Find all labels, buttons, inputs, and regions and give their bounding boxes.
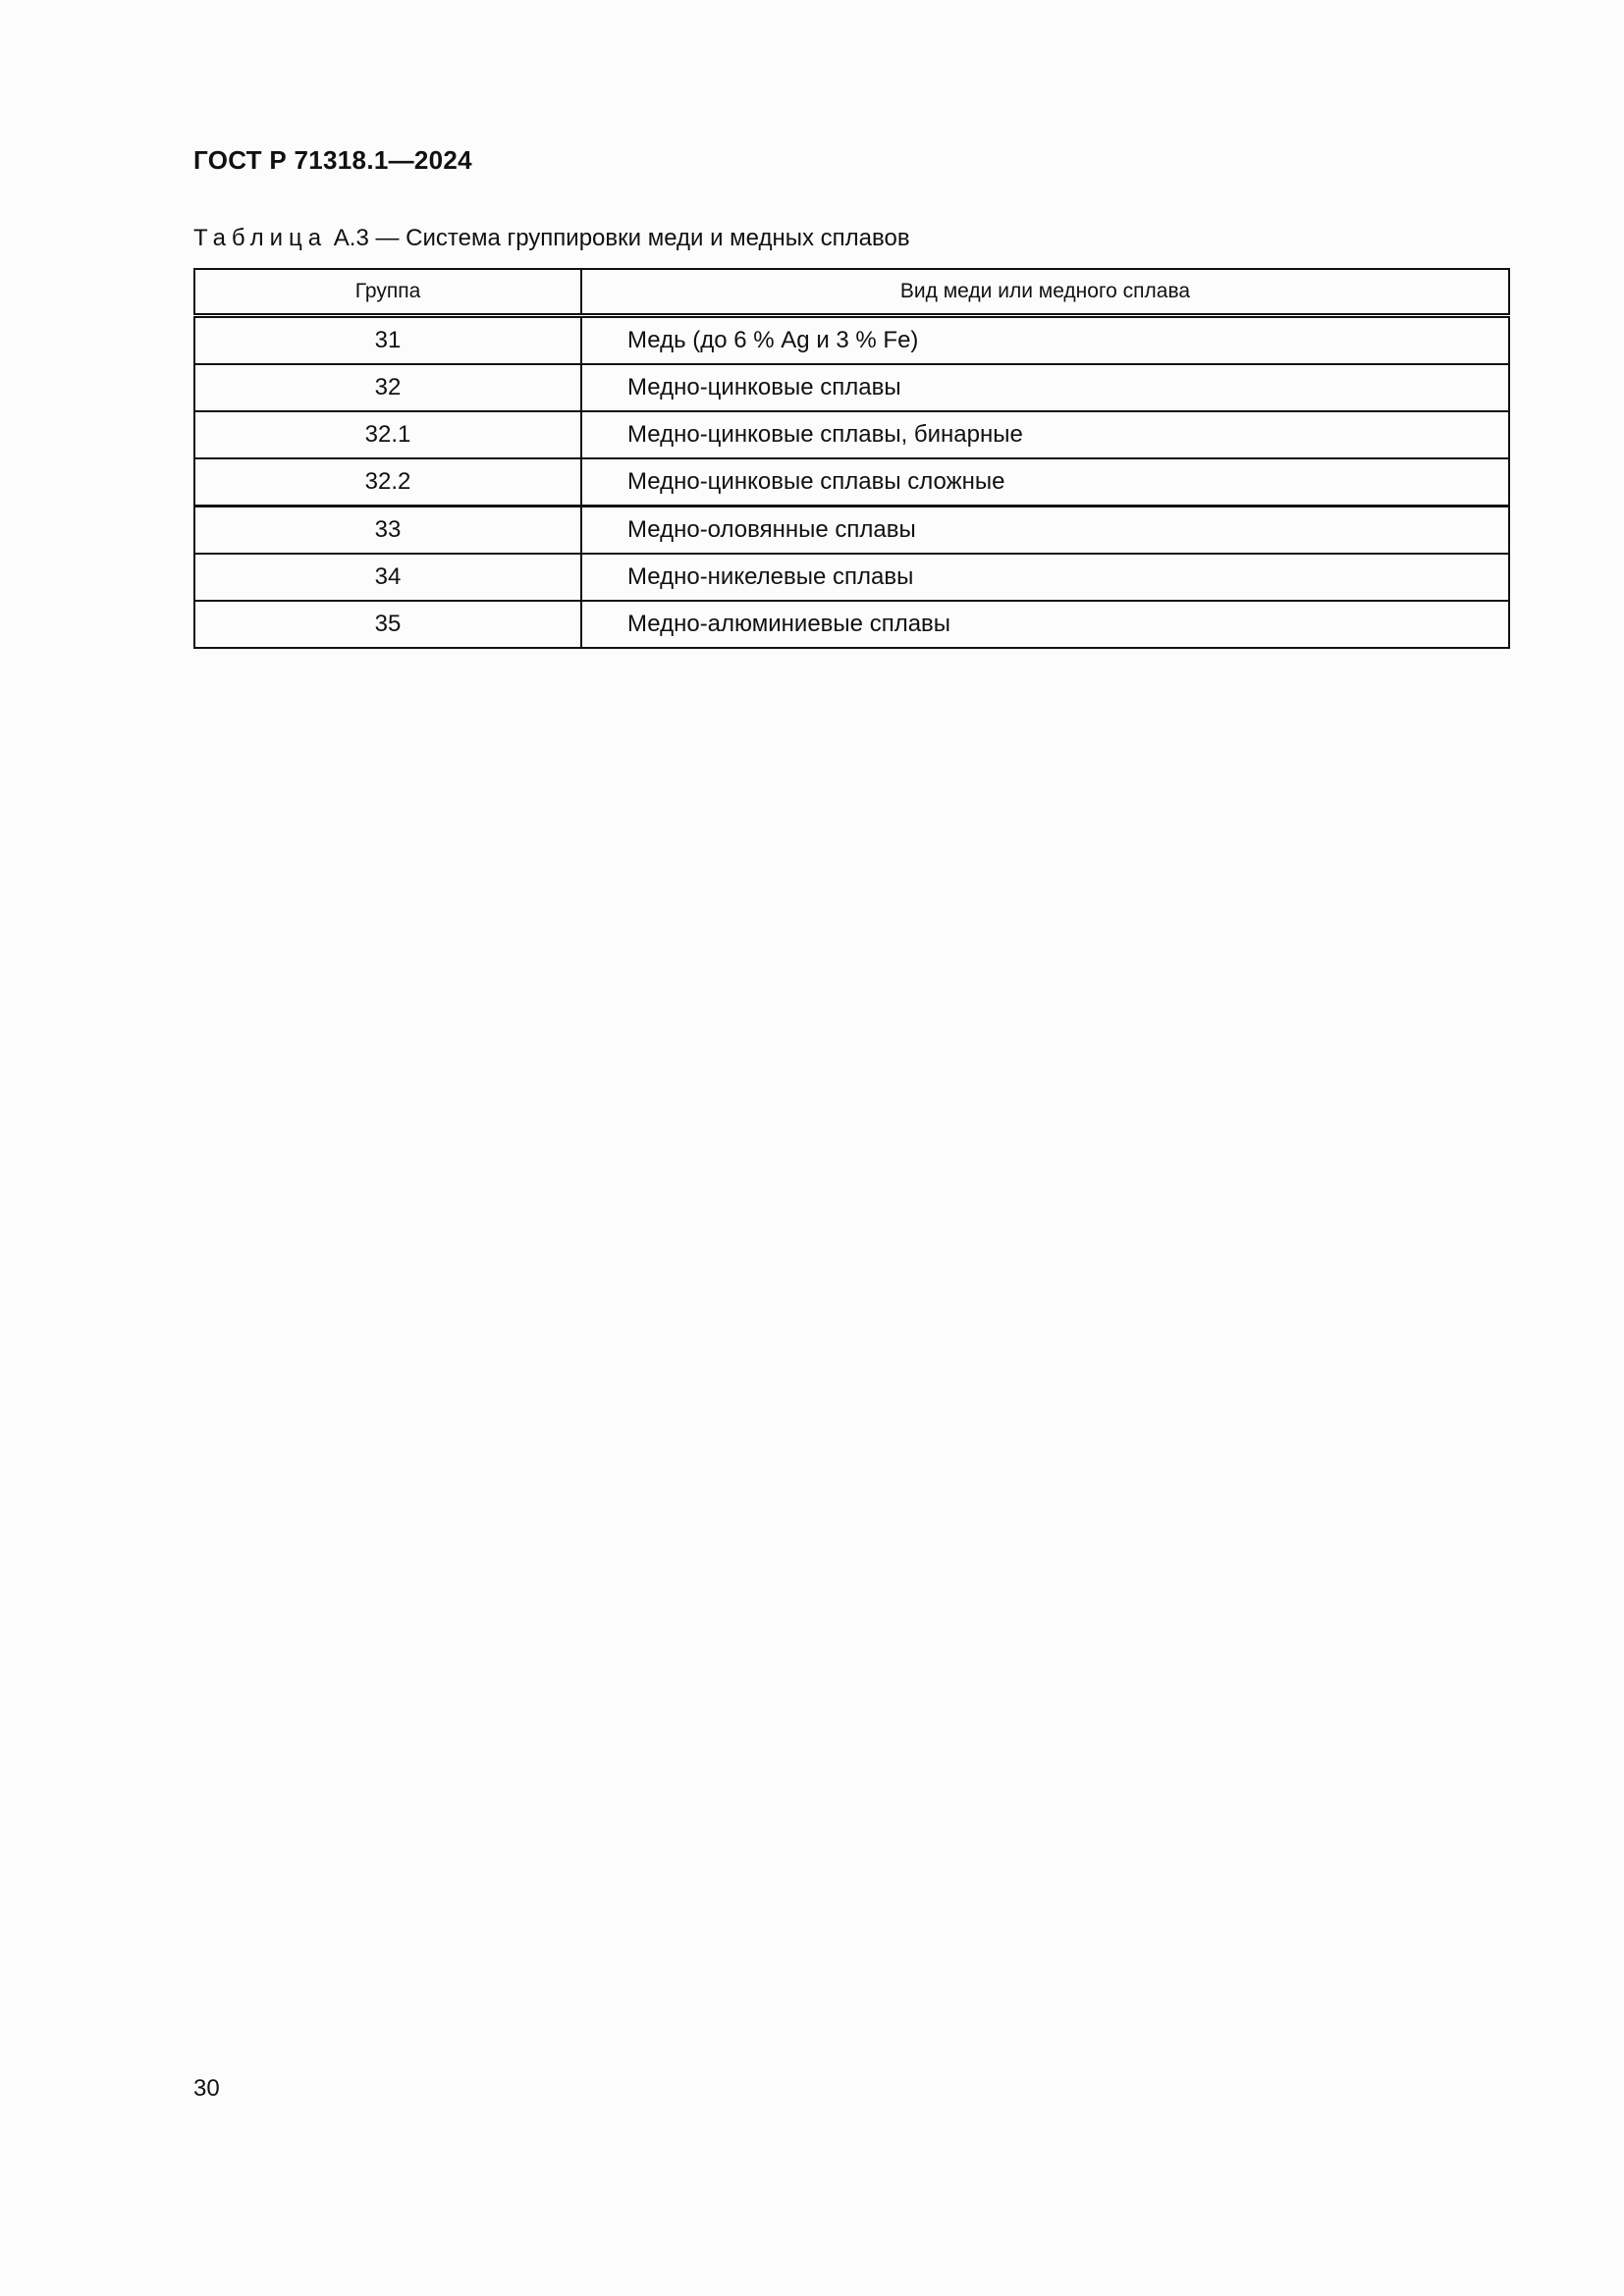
kind-cell: Медь (до 6 % Ag и 3 % Fe) [581,316,1509,365]
group-cell: 32.2 [194,458,581,507]
table-row [194,601,1509,648]
table-row [194,316,1509,365]
kind-cell: Медно-цинковые сплавы, бинарные [581,411,1509,458]
copper-groups-table [193,268,1510,649]
kind-cell: Медно-оловянные сплавы [581,507,1509,555]
group-cell: 35 [194,601,581,648]
kind-cell: Медно-цинковые сплавы сложные [581,458,1509,507]
table-row [194,364,1509,411]
group-cell: 32 [194,364,581,411]
table-caption-prefix: Таблица [193,225,328,251]
group-cell: 31 [194,316,581,365]
kind-cell: Медно-алюминиевые сплавы [581,601,1509,648]
table-row [194,554,1509,601]
group-cell: 32.1 [194,411,581,458]
table-row [194,458,1509,507]
document-code: ГОСТ Р 71318.1—2024 [193,145,472,175]
column-header-group: Группа [194,269,581,316]
kind-cell: Медно-цинковые сплавы [581,364,1509,411]
table-row [194,507,1509,555]
group-cell: 33 [194,507,581,555]
column-header-kind: Вид меди или медного сплава [581,269,1509,316]
table-caption [193,225,910,252]
kind-cell: Медно-никелевые сплавы [581,554,1509,601]
table-header-row [194,269,1509,316]
table-caption-title: А.3 — Система группировки меди и медных сплавов [327,225,910,251]
page-number: 30 [193,2075,220,2102]
table-row [194,411,1509,458]
group-cell: 34 [194,554,581,601]
